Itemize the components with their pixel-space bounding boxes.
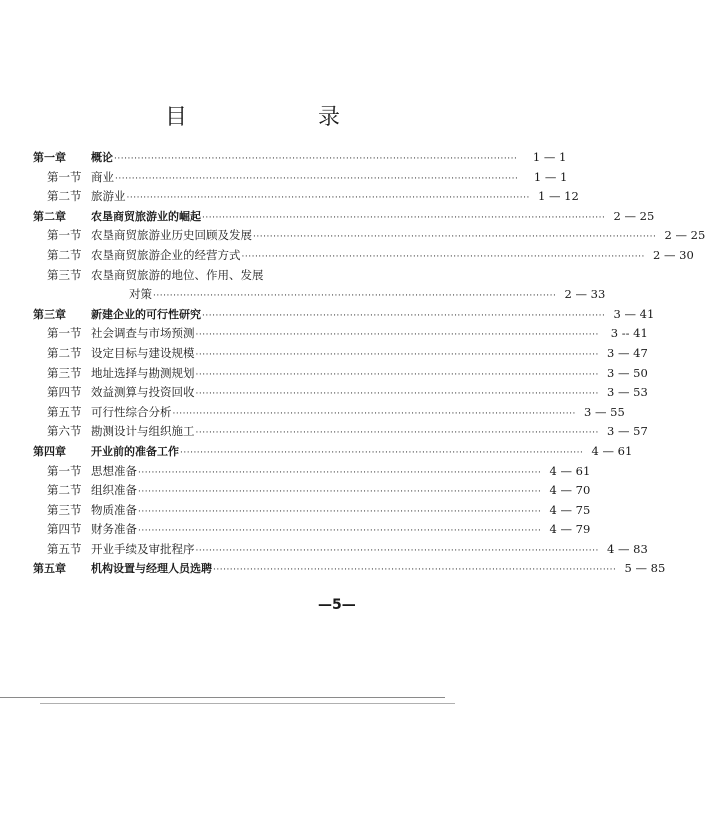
toc-entry-page: 2 — 25 [664,228,705,243]
toc-entry-number: 第三节 [47,502,82,517]
toc-entry-title: 效益测算与投资回收 [91,385,195,400]
toc-entry-title: 农垦商贸旅游企业的经营方式 [91,247,241,262]
dot-leader: ························································································································ [195,330,599,341]
toc-entry-title: 农垦商贸旅游业历史回顾及发展 [91,228,252,243]
table-of-contents [33,148,705,579]
toc-entry-number: 第二节 [47,247,82,262]
toc-entry-title: 组织准备 [91,483,137,498]
toc-entry-number: 第三章 [33,307,66,321]
dot-leader: ························································································································ [241,251,645,262]
toc-chapter-row [33,207,655,227]
toc-entry-page: 3 — 53 [607,385,648,400]
dot-leader: ························································································································ [195,349,599,360]
toc-entry-page: 3 — 50 [607,365,648,380]
toc-entry-number: 第二节 [47,483,82,498]
toc-section-row [33,266,378,286]
toc-entry-number: 第一节 [47,228,82,243]
toc-section-row [33,187,579,207]
dot-leader: ························································································································ [138,506,542,517]
bottom-rule-lower [40,703,455,704]
dot-leader: ························································································································ [138,526,542,537]
toc-entry-page: 3 — 41 [613,306,655,321]
toc-entry-title: 社会调查与市场预测 [91,326,195,341]
toc-entry-page: 3 — 55 [584,404,625,419]
dot-leader: ························································································································ [195,545,599,556]
dot-leader: ························································································································ [172,408,576,419]
toc-entry-title: 可行性综合分析 [91,404,172,419]
toc-chapter-row [33,305,655,325]
toc-section-row [33,285,606,305]
dot-leader: ························································································································ [138,467,542,478]
dot-leader: ························································································································ [153,291,557,302]
toc-entry-number: 第二节 [47,189,82,204]
toc-entry-title: 商业 [91,169,114,184]
dot-leader: ························································································································ [138,487,542,498]
dot-leader: ························································································································ [253,232,657,243]
toc-section-row [33,383,648,403]
dot-leader: ························································································································ [195,369,599,380]
dot-leader: ························································································································ [180,447,584,458]
toc-entry-title: 机构设置与经理人员选聘 [91,562,212,576]
toc-entry-page: 4 — 61 [591,443,633,458]
toc-entry-page: 3 — 47 [607,345,648,360]
toc-entry-number: 第一节 [47,463,82,478]
toc-entry-number: 第一章 [33,151,66,164]
toc-entry-page: 4 — 70 [549,483,591,498]
toc-entry-page: 4 — 79 [549,522,591,537]
dot-leader: ························································································································ [213,565,617,576]
toc-section-row [33,422,648,442]
toc-entry-title: 设定目标与建设规模 [91,345,195,360]
toc-entry-page: 3 — 57 [607,424,648,439]
toc-entry-page: 2 — 30 [653,247,694,262]
toc-entry-title: 旅游业 [91,189,126,204]
dot-leader: ························································································································ [202,212,606,223]
toc-entry-title: 概论 [91,151,113,164]
toc-section-row [33,540,648,560]
toc-entry-number: 第四章 [33,444,66,458]
page-number: —5— [318,597,356,613]
toc-chapter-row [33,559,666,579]
toc-entry-title: 农垦商贸旅游的地位、作用、发展 [91,267,264,282]
toc-entry-number: 第四节 [47,522,82,537]
toc-section-row [33,403,625,423]
toc-entry-title: 开业前的准备工作 [91,444,179,458]
toc-entry-number: 第三节 [47,267,82,282]
toc-entry-page: 1 — 1 [532,150,567,164]
bottom-rule [0,697,445,698]
toc-entry-title: 农垦商贸旅游业的崛起 [91,209,201,223]
page-title: 目 录 [165,105,402,130]
toc-entry-title: 思想准备 [91,463,137,478]
toc-entry-title: 财务准备 [91,522,137,537]
toc-entry-page: 4 — 83 [607,541,648,556]
dot-leader: ························································································································ [195,428,599,439]
toc-section-row [33,462,591,482]
toc-entry-number: 第二章 [33,209,66,223]
toc-section-row [33,520,591,540]
dot-leader: ························································································································ [115,173,519,184]
toc-entry-page: 4 — 75 [549,502,591,517]
dot-leader: ························································································································ [202,310,606,321]
toc-entry-page: 2 — 33 [564,287,606,302]
toc-section-row [33,168,568,188]
toc-entry-page: 3 -- 41 [610,326,648,341]
dot-leader: ························································································································ [126,193,530,204]
toc-entry-number: 第五节 [47,541,82,556]
dot-leader: ························································································································ [195,389,599,400]
toc-entry-title: 开业手续及审批程序 [91,541,195,556]
toc-entry-page: 4 — 61 [549,463,591,478]
toc-entry-page: 1 — 1 [533,169,568,184]
toc-entry-number: 第六节 [47,424,82,439]
toc-entry-number: 第一节 [47,169,82,184]
toc-entry-title: 对策 [129,287,152,302]
toc-section-row [33,226,705,246]
toc-entry-number: 第五节 [47,404,82,419]
toc-entry-title: 物质准备 [91,502,137,517]
toc-entry-title: 新建企业的可行性研究 [91,307,201,321]
toc-entry-title: 勘测设计与组织施工 [91,424,195,439]
toc-chapter-row [33,148,567,168]
toc-section-row [33,344,648,364]
toc-section-row [33,364,648,384]
toc-entry-title: 地址选择与勘测规划 [91,365,195,380]
toc-entry-page: 2 — 25 [613,208,655,223]
toc-entry-number: 第五章 [33,562,66,576]
toc-section-row [33,324,648,344]
toc-chapter-row [33,442,633,462]
toc-entry-number: 第三节 [47,365,82,380]
dot-leader: ························································································································ [114,154,518,164]
toc-section-row [33,501,591,521]
toc-entry-number: 第二节 [47,345,82,360]
toc-section-row [33,246,694,266]
toc-entry-number: 第四节 [47,385,82,400]
toc-entry-page: 5 — 85 [624,561,666,576]
toc-entry-number: 第一节 [47,326,82,341]
toc-entry-page: 1 — 12 [538,189,579,204]
toc-section-row [33,481,591,501]
